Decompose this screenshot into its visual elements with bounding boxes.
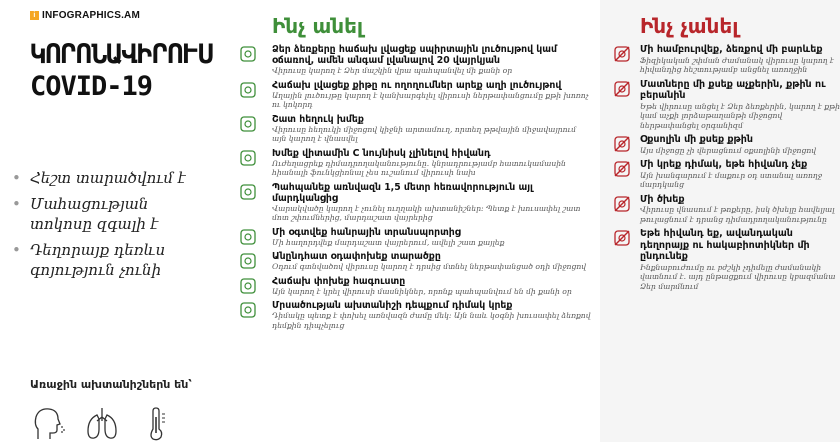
do-item-heading: Անընդհատ օդափոխեք տարածքը (272, 251, 441, 262)
bus-icon (238, 227, 258, 247)
dont-item-heading: Մի կրեք դիմակ, եթե հիվանդ չեք (640, 159, 808, 170)
do-item-description: Ուժեղացրեք դիմադրողականությունը. կնրադրությամբ հատուկամասին հիանալի ֆունկցիոնալ չես ուշանում վիրուսի նախ (272, 158, 566, 177)
clothes-icon (238, 276, 258, 296)
no-touch-face-icon (612, 79, 632, 99)
mask-icon (238, 300, 258, 320)
do-item (222, 148, 592, 178)
dont-item-description: Ինքնաբուժումը ու բժշկի չդիմելը ժամանակի վատնում է. այդ ընթացքում վիրուսը կբազմանա Ձեր մարմնում (640, 262, 836, 291)
head-cough-icon (30, 405, 66, 442)
dont-title: Ինչ չանել (640, 14, 739, 38)
dont-item-description: Այս միջոցը չի վերացնում օքսոլինի միջոցով (640, 145, 817, 155)
do-title: Ինչ անել (272, 14, 364, 38)
do-item (222, 80, 592, 110)
do-item-heading: Շատ հեղուկ խմեք (272, 113, 364, 125)
dont-column (600, 0, 840, 442)
bullet-icon: • (12, 241, 21, 259)
do-item-description: Այն կարող է կրել վիրուսի մասնիկներ, որոնք պահպանվում են մի քանի օր (272, 286, 572, 296)
do-column (222, 0, 592, 442)
cleaning-icon (238, 80, 258, 100)
do-item (222, 44, 592, 76)
no-nose-icon (612, 134, 632, 154)
do-item-description: Վարակվածը կարող է չունել ուղղակի ախտանիշներ: Պետք է խուսափել շատ մոտ շփումներից, մարդաշատ վայրերից (272, 203, 581, 222)
vitamin-icon (238, 148, 258, 168)
page-title-line1: ԿՈՐՈՆԱՎԻՐՈՒՍ (30, 39, 214, 70)
do-item-description: Վիրուսը կարող է Ձեր մաշկին վրա պահպանվել մի քանի օր (272, 66, 513, 75)
brand-square-icon: i (30, 11, 39, 20)
drink-icon (238, 114, 258, 134)
dont-item-description: Եթե վիրուսը անցել է Ձեր ձեռքերին, կարող է քթի կամ աչքի լորձաթաղանթի միջոցով ներթափանցել օրգանիզմ (640, 101, 840, 130)
do-item-description: Օդում գտնվածով վիրուսը կարող է դրսից մտնել ներթափանցած օդի միջոցով (272, 262, 587, 271)
distance-icon (238, 182, 258, 202)
no-self-medication-icon (612, 228, 632, 248)
fact-item: • Հեշտ տարածվում է (12, 169, 186, 187)
do-item (222, 251, 592, 272)
do-item (222, 276, 592, 297)
do-item-heading: Հաճախ լվացեք քիթը ու ողողումներ արեք աղի լուծույթով (272, 79, 562, 91)
dont-item-description: Ֆիզիկական շփման ժամանակ վիրուսը կարող է հիվանդից հեշտությամբ անցնել առողջին (640, 55, 834, 74)
bullet-icon: • (12, 195, 21, 213)
dont-item-heading: Մի ծխեք (640, 193, 685, 205)
dont-list (600, 44, 840, 295)
brand-logo (30, 10, 140, 21)
dont-item-description: Վիրուսը վնասում է թոքերը, իսկ ծխելը հավելյալ թուլացնում է դրանց դիմադրողականությունը (640, 205, 835, 224)
left-panel (0, 0, 215, 442)
dont-item-heading: Մի համբուրվեք, ձեռքով մի բարևեք (640, 44, 823, 55)
dont-item (600, 228, 840, 291)
do-item-heading: Ձեր ձեռքերը հաճախ լվացեք սպիրտային լուծույթով կամ օճառով, ամեն անգամ լվանալով 20 վայրկյան (272, 44, 557, 66)
do-item (222, 300, 592, 330)
dont-item (600, 44, 840, 75)
dont-item (600, 134, 840, 155)
do-item-description: Վիրուսը հեղուկի միջոցով կիջնի արտամուղ, որտեղ թթվային միջավայրում այն կարող է վնասվել (272, 124, 577, 143)
fact-item: • Մահացության տոկոսը զգալի է (12, 195, 159, 233)
do-item-description: Դիմակը պետք է փոխել առնվազն ժամը մեկ: Այն նաև կօգնի խուսափել ձեռքով դեմքին դիպչելուց (272, 311, 591, 330)
symptoms-title: Առաջին ախտանիշներն են՝ (30, 378, 192, 391)
brand-name: INFOGRAPHICS.AM (42, 10, 140, 21)
do-item (222, 114, 592, 144)
no-gloves-icon (612, 159, 632, 179)
do-item-heading: Մի օգտվեք հանրային տրանսպորտից (272, 226, 461, 238)
do-item (222, 182, 592, 223)
fact-item: • Դեղորայք դեռևս գոյություն չունի (12, 241, 166, 279)
do-item-description: Աղային լուծույթը կարող է կանխարգելել վիրուսի ներթափանցումը քթի խոռոչ ու կոկորդ (272, 90, 589, 109)
do-item-heading: Մրսածության ախտանիշի դեպքում դիմակ կրեք (272, 300, 513, 311)
dont-item (600, 159, 840, 190)
symptom-icons (30, 405, 174, 442)
dont-item-description: Այն խանգարում է մաքուր օդ ստանալ առողջ մարդկանց (640, 170, 822, 189)
dont-item-heading: Եթե հիվանդ եք, ավանդական դեղորայք ու հակաբիոտիկներ մի ընդունեք (640, 228, 810, 262)
do-item-description: Մի հաղորդվեք մարդաշատ վայրերում, ավելի շատ քայլեք (272, 237, 505, 247)
do-item-heading: Պահպանեք առնվազն 1,5 մետր հեռավորություն այլ մարդկանցից (272, 181, 533, 204)
dont-item-heading: Մատները մի քսեք աչքերին, քթին ու բերանին (640, 78, 826, 101)
do-list (222, 44, 592, 334)
dont-item-heading: Օքսոլին մի քսեք քթին (640, 134, 753, 145)
page-title-line2: COVID-19 (30, 71, 153, 102)
thermometer-icon (138, 405, 174, 442)
lungs-icon (84, 405, 120, 442)
do-item-heading: Հաճախ փոխեք հագուստը (272, 275, 406, 287)
handwash-icon (238, 44, 258, 64)
dont-item (600, 194, 840, 225)
window-icon (238, 251, 258, 271)
no-handshake-icon (612, 44, 632, 64)
do-item-heading: Խմեք վիտամին C նույնիսկ չլինելով հիվանդ (272, 147, 491, 159)
dont-item (600, 79, 840, 131)
do-item (222, 227, 592, 248)
no-smoking-icon (612, 194, 632, 214)
bullet-icon: • (12, 169, 21, 187)
facts-list (12, 168, 212, 286)
